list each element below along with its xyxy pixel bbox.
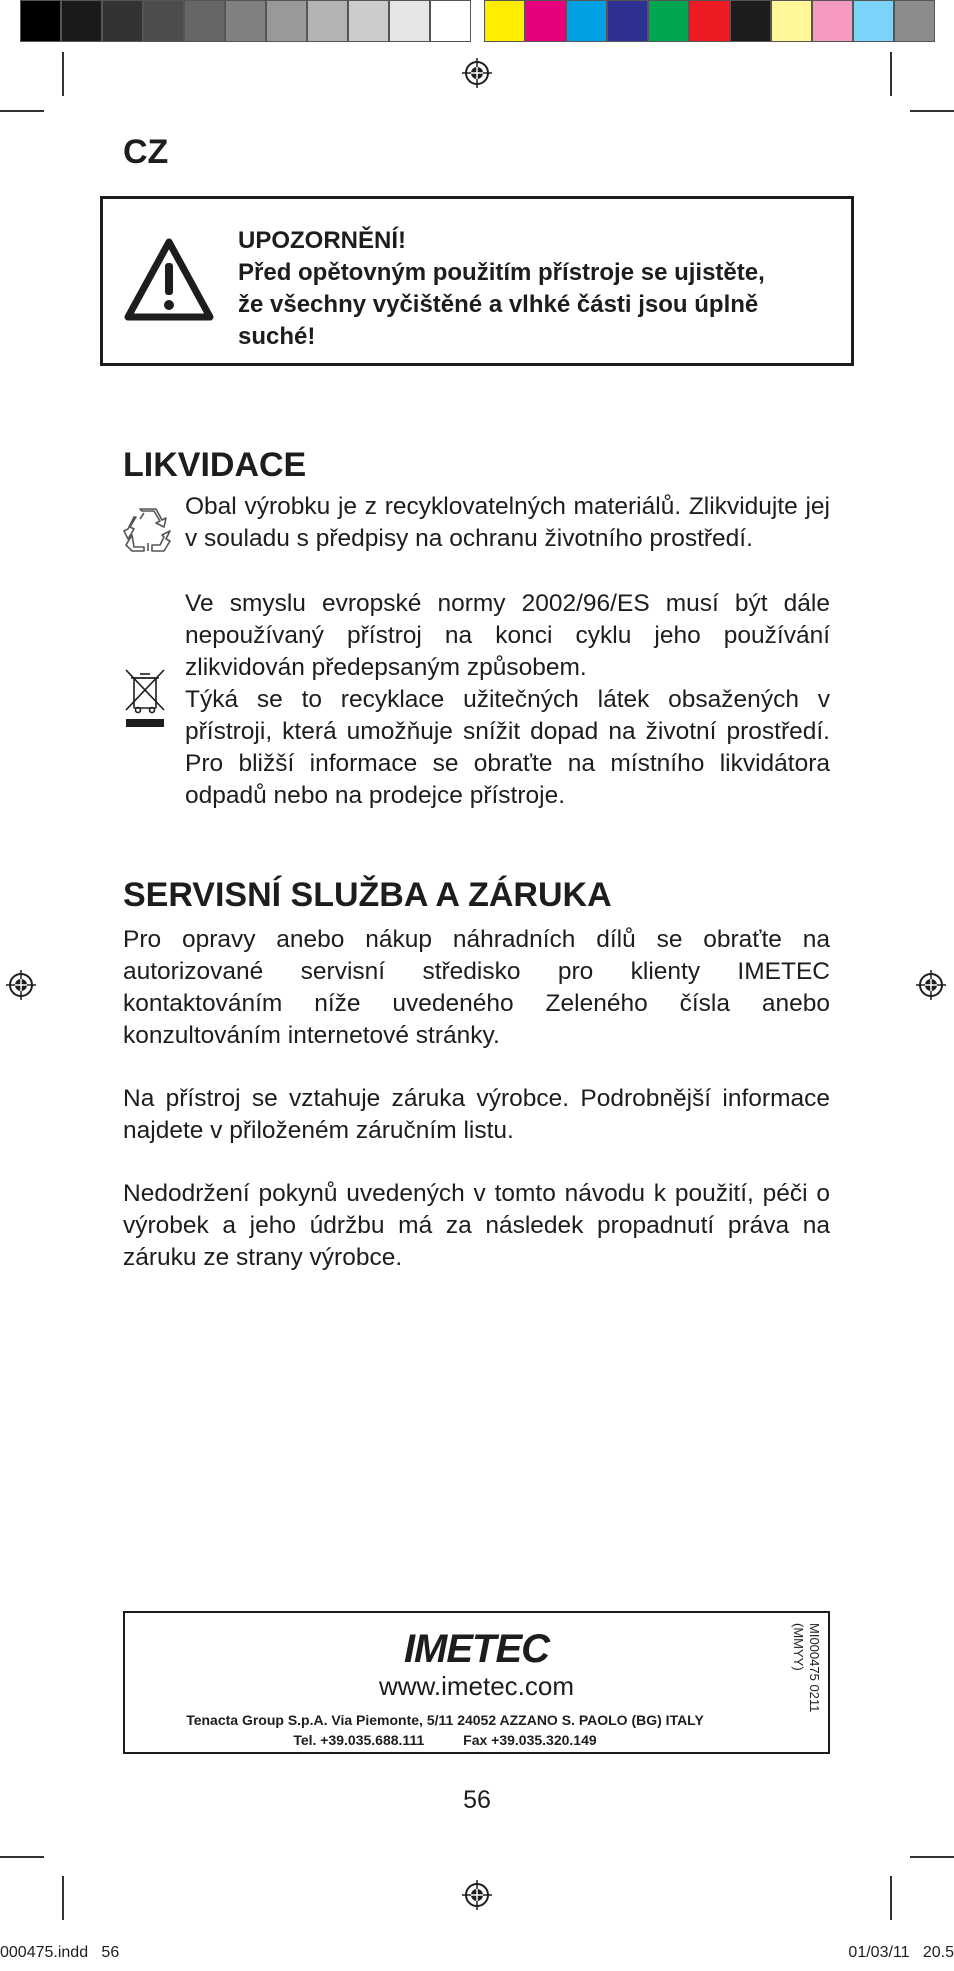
color-swatch	[566, 0, 607, 42]
date-code: 0211 (MMYY)	[791, 1623, 822, 1713]
warning-title: UPOZORNĚNÍ!	[238, 227, 406, 254]
crop-mark	[0, 1856, 44, 1858]
gray-swatch	[266, 0, 307, 42]
warning-line: suché!	[238, 323, 316, 350]
gray-swatch	[20, 0, 61, 42]
gray-swatch	[307, 0, 348, 42]
weee-text: Ve smyslu evropské normy 2002/96/ES musí být dále nepoužívaný přístroj na konci cyklu jeho používání zlikvidován předepsaným způsobem.	[185, 590, 830, 681]
warning-line: Před opětovným použitím přístroje se ujistěte,	[238, 259, 765, 286]
website-link[interactable]: www.imetec.com	[378, 1671, 575, 1701]
color-swatch	[484, 0, 525, 42]
color-swatch	[689, 0, 730, 42]
brand-logo: IMETEC	[403, 1627, 550, 1671]
warning-box	[100, 196, 854, 366]
crop-mark	[890, 52, 892, 96]
gray-swatch	[348, 0, 389, 42]
registration-mark-icon	[462, 58, 492, 88]
crop-mark	[890, 1876, 892, 1920]
document-code	[790, 1623, 822, 1752]
footer-box	[123, 1611, 830, 1754]
gray-swatch	[184, 0, 225, 42]
color-swatch	[812, 0, 853, 42]
company-address	[125, 1710, 765, 1750]
gray-swatch	[389, 0, 430, 42]
crossed-bin-icon	[124, 668, 166, 730]
warning-line: že všechny vyčištěné a vlhké části jsou úplně	[238, 291, 759, 318]
page-number: 56	[463, 1786, 491, 1814]
crop-mark	[910, 110, 954, 112]
color-swatch	[853, 0, 894, 42]
color-swatch	[525, 0, 566, 42]
crop-mark	[62, 52, 64, 96]
warranty-conditions-paragraph: Nedodržení pokynů uvedených v tomto návodu k použití, péči o výrobek a jeho údržbu má za následek propadnutí práva na záruku ze strany výrobce.	[123, 1180, 830, 1271]
weee-text: Týká se to recyklace užitečných látek obsažených v přístroji, která umožňuje snížit dopad na životní prostředí. Pro bližší informace se obraťte na místního likvidátora odpadů nebo na prodejce přístroje.	[185, 686, 830, 809]
warning-text	[238, 225, 818, 353]
packaging-text: Obal výrobku je z recyklovatelných materiálů. Zlikvidujte jej v souladu s předpisy na ochranu životního prostředí.	[185, 493, 830, 552]
gray-swatch	[61, 0, 102, 42]
warning-triangle-icon	[123, 237, 215, 323]
disposal-heading: LIKVIDACE	[123, 446, 307, 484]
registration-mark-icon	[916, 970, 946, 1000]
registration-mark-icon	[462, 1880, 492, 1910]
gray-swatch	[102, 0, 143, 42]
service-heading: SERVISNÍ SLUŽBA A ZÁRUKA	[123, 876, 612, 914]
gray-swatch	[225, 0, 266, 42]
color-swatch	[771, 0, 812, 42]
language-code: CZ	[123, 133, 169, 171]
gray-swatch	[143, 0, 184, 42]
gray-swatch	[430, 0, 471, 42]
address-line: Tenacta Group S.p.A. Via Piemonte, 5/11 24052 AZZANO S. PAOLO (BG) ITALY	[186, 1712, 704, 1728]
warranty-paragraph: Na přístroj se vztahuje záruka výrobce. Podrobnější informace najdete v přiloženém záručním listu.	[123, 1085, 830, 1144]
crop-mark	[910, 1856, 954, 1858]
slug-timestamp: 01/03/11 20.5	[848, 1944, 954, 1961]
crop-mark	[62, 1876, 64, 1920]
doc-code: MI000475	[807, 1623, 822, 1681]
slug-filename: 000475.indd 56	[0, 1944, 120, 1961]
color-swatch	[607, 0, 648, 42]
color-swatch	[730, 0, 771, 42]
recycle-icon	[122, 505, 174, 555]
registration-mark-icon	[6, 970, 36, 1000]
color-swatch	[894, 0, 935, 42]
phone-line: Tel. +39.035.688.111 Fax +39.035.320.149	[293, 1732, 597, 1748]
color-swatch	[648, 0, 689, 42]
service-paragraph: Pro opravy anebo nákup náhradních dílů se obraťte na autorizované servisní středisko pro klienty IMETEC kontaktováním níže uvedeného Zeleného čísla anebo konzultováním internetové stránky.	[123, 926, 830, 1049]
crop-mark	[0, 110, 44, 112]
